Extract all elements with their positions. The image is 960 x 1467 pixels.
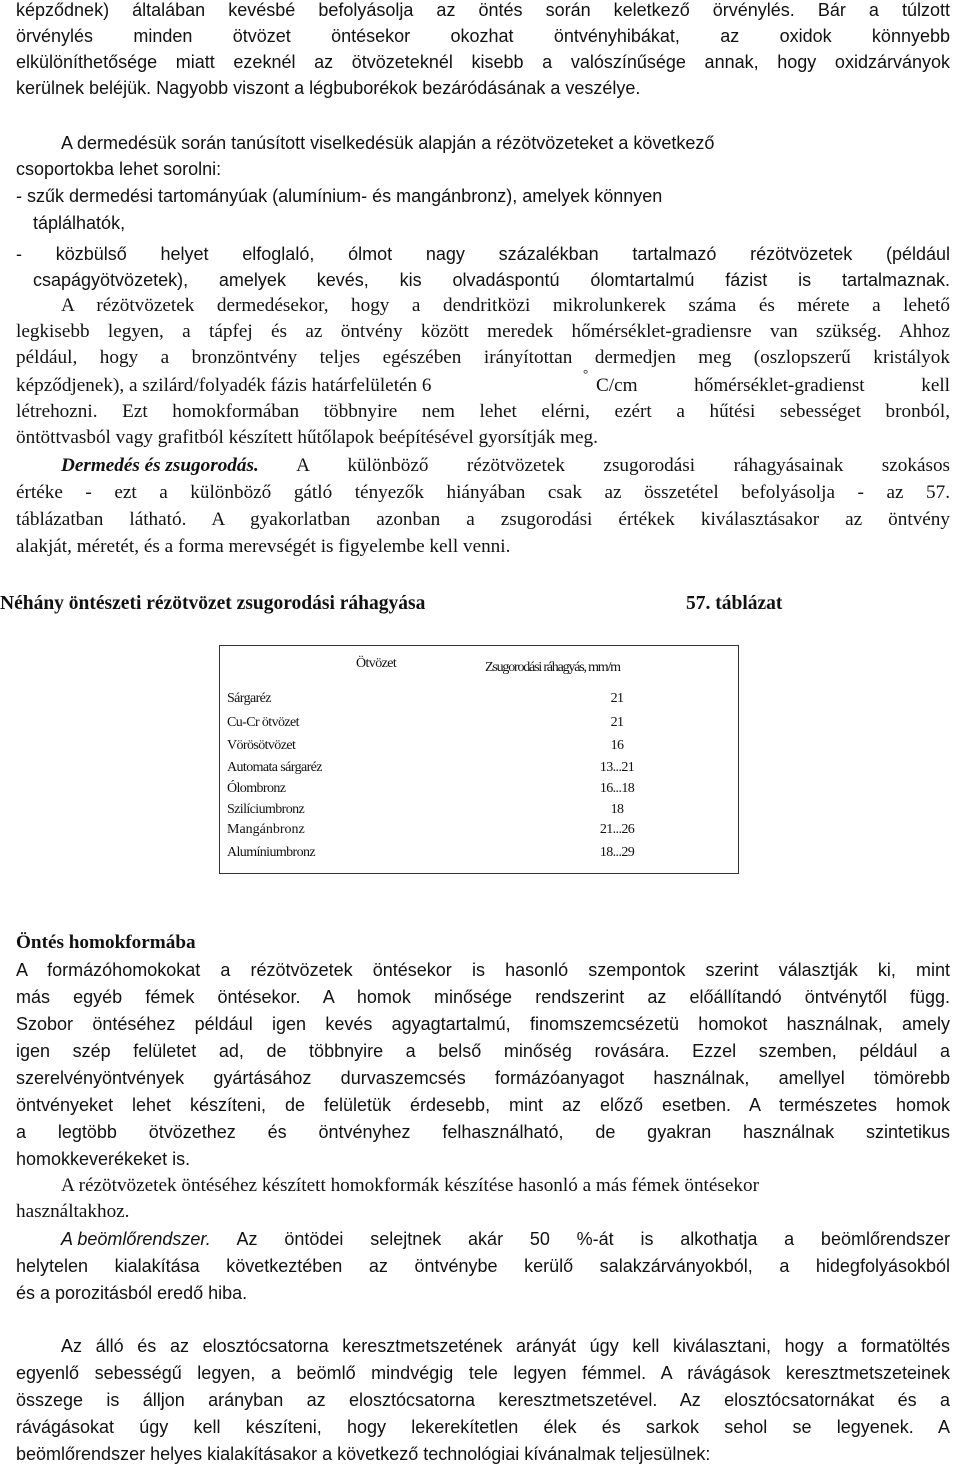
body-text-line: használtakhoz. [16, 1201, 130, 1222]
table-cell-alloy: Cu-Cr ötvözet [227, 715, 299, 730]
body-text-span: Az öntödei selejtnek akár 50 %-át is alkothatja a beömlőrendszer [210, 1229, 950, 1249]
table-cell-value: 21...26 [599, 822, 635, 837]
table-cell-value: 18...29 [599, 845, 635, 860]
body-text-line: örvénylés minden ötvözet öntésekor okozhat öntvényhibákat, az oxidok könnyebb [16, 26, 950, 46]
table-cell-value: 18 [610, 802, 624, 817]
body-text-line: A rézötvözetek öntéséhez készített homokformák készítése hasonló a más fémek öntésekor [61, 1175, 759, 1196]
table-cell-alloy: Vörösötvözet [227, 738, 296, 753]
list-item: - közbülső helyet elfoglaló, ólmot nagy százalékban tartalmazó rézötvözetek (például [16, 244, 950, 264]
table-cell-value: 13...21 [599, 760, 635, 775]
table-cell-value: 16...18 [599, 781, 635, 796]
list-item: - szűk dermedési tartományúak (alumínium- és mangánbronz), amelyek könnyen [16, 186, 663, 206]
body-text-line: igen szép felületet ad, de többnyire a belső minőség rovására. Ezzel szemben, például a [16, 1041, 950, 1061]
body-text-line: más egyéb fémek öntésekor. A homok minősége rendszerint az előállítandó öntvénytől függ. [16, 987, 950, 1007]
body-text-line: homokkeverékeket is. [16, 1149, 191, 1169]
table-cell-alloy: Mangánbronz [227, 822, 305, 837]
inline-heading: A beömlőrendszer. [61, 1229, 211, 1249]
degree-sign: ° [583, 366, 589, 381]
body-text-line [61, 1226, 950, 1252]
body-text-line: egyenlő sebességű legyen, a beömlő mindvégig tele legyen fémmel. A rávágások keresztmetszeteinek [16, 1363, 950, 1383]
body-text-line: beömlőrendszer helyes kialakításakor a következő technológiai kívánalmak teljesülnek: [16, 1444, 711, 1464]
body-text-line: Szobor öntéséhez például igen kevés agyagtartalmú, finomszemcsézetü homokot használnak, amely [16, 1014, 950, 1034]
body-text-line: legkisebb legyen, a tápfej és az öntvény között meredek hőmérséklet-gradiensre van szükség. Ahhoz [16, 321, 950, 342]
body-text-line: értéke - ezt a különböző gátló tényezők hiányában csak az összetétel befolyásolja - az 57. [16, 482, 950, 503]
table-cell-alloy: Szilíciumbronz [227, 802, 305, 817]
table-cell-alloy: Sárgaréz [227, 691, 271, 706]
body-text-line: összege is álljon arányban az elosztócsatorna keresztmetszetével. Az elosztócsatornákat és a [16, 1390, 950, 1410]
body-text-line: csoportokba lehet sorolni: [16, 159, 222, 179]
body-text-line: elkülöníthetősége miatt ezeknél az ötvözeteknél kisebb a valószínűsége annak, hogy oxidzárványok [16, 52, 950, 72]
list-item-continuation: csapágyötvözetek), amelyek kevés, kis olvadáspontú ólomtartalmú fázist is tartalmaznak. [33, 270, 950, 290]
body-text-line: és a porozitásból eredő hiba. [16, 1283, 248, 1303]
table-cell-value: 16 [610, 738, 624, 753]
body-text-line: kerülnek beléjük. Nagyobb viszont a légbuborékok bezáródásának a veszélye. [16, 78, 641, 98]
body-text-line: helytelen kialakítása következtében az öntvénybe kerülő salakzárványokból, a hidegfolyásokból [16, 1256, 950, 1276]
body-text-line: rávágásokat úgy kell készíteni, hogy lekerekítetlen élek és sarkok sehol se legyenek. A [16, 1417, 950, 1437]
table-header-shrinkage: Zsugorodási ráhagyás, mm/m [485, 660, 620, 675]
body-text-line: képződnek) általában kevésbé befolyásolja az öntés során keletkező örvénylés. Bár a túlzott [16, 0, 950, 20]
table-cell-value: 21 [610, 715, 624, 730]
table-cell-alloy: Ólombronz [227, 781, 286, 796]
body-text-line: A dermedésük során tanúsított viselkedésük alapján a rézötvözeteket a következő [61, 133, 715, 153]
table-header-alloy: Ötvözet [356, 656, 397, 671]
body-text-line: például, hogy a bronzöntvény teljes egészében irányítottan dermedjen meg (oszlopszerű kristályok [16, 347, 950, 368]
body-text-line: öntöttvasból vagy grafitból készített hűtőlapok beépítésével gyorsítják meg. [16, 427, 598, 448]
table-number: 57. táblázat [686, 593, 783, 614]
body-text-line: C/cm hőmérséklet-gradienst kell [596, 375, 950, 396]
body-text-line: a legtöbb ötvözethez és öntvényhez felhasználható, de gyakran használnak szintetikus [16, 1122, 950, 1142]
body-text-line: alakját, méretét, és a forma merevségét is figyelembe kell venni. [16, 536, 511, 557]
table-cell-alloy: Automata sárgaréz [227, 760, 322, 775]
table-caption: Néhány öntészeti rézötvözet zsugorodási ráhagyása [0, 593, 426, 614]
body-text-line: létrehozni. Ezt homokformában többnyire nem lehet elérni, ezért a hűtési sebességet bronból, [16, 401, 950, 422]
section-heading: Öntés homokformába [16, 932, 196, 953]
body-text-line: A rézötvözetek dermedésekor, hogy a dendritközi mikrolunkerek száma és mérete a lehető [61, 295, 950, 316]
body-text-line: képződjenek), a szilárd/folyadék fázis határfelületén 6 [16, 375, 432, 396]
body-text-line: A formázóhomokokat a rézötvözetek öntésekor is hasonló szempontok szerint választják ki, mint [16, 960, 950, 980]
body-text-line: szerelvényöntvények gyártásához durvaszemcsés formázóanyagot használnak, amellyel tömörebb [16, 1068, 950, 1088]
body-text-line: öntvényeket lehet készíteni, de felületük érdesebb, mint az előző esetben. A természetes homok [16, 1095, 950, 1115]
body-text-span: A különböző rézötvözetek zsugorodási ráhagyásainak szokásos [258, 455, 950, 476]
table-cell-alloy: Alumíniumbronz [227, 845, 316, 860]
body-text-line: Az álló és az elosztócsatorna keresztmetszetének arányát úgy kell kiválasztani, hogy a formatöltés [61, 1336, 950, 1356]
table-cell-value: 21 [610, 691, 624, 706]
inline-heading: Dermedés és zsugorodás. [61, 455, 259, 476]
body-text-line: táblázatban látható. A gyakorlatban azonban a zsugorodási értékek kiválasztásakor az öntvény [16, 509, 950, 530]
list-item-continuation: táplálhatók, [33, 213, 126, 233]
body-text-line [61, 453, 950, 479]
